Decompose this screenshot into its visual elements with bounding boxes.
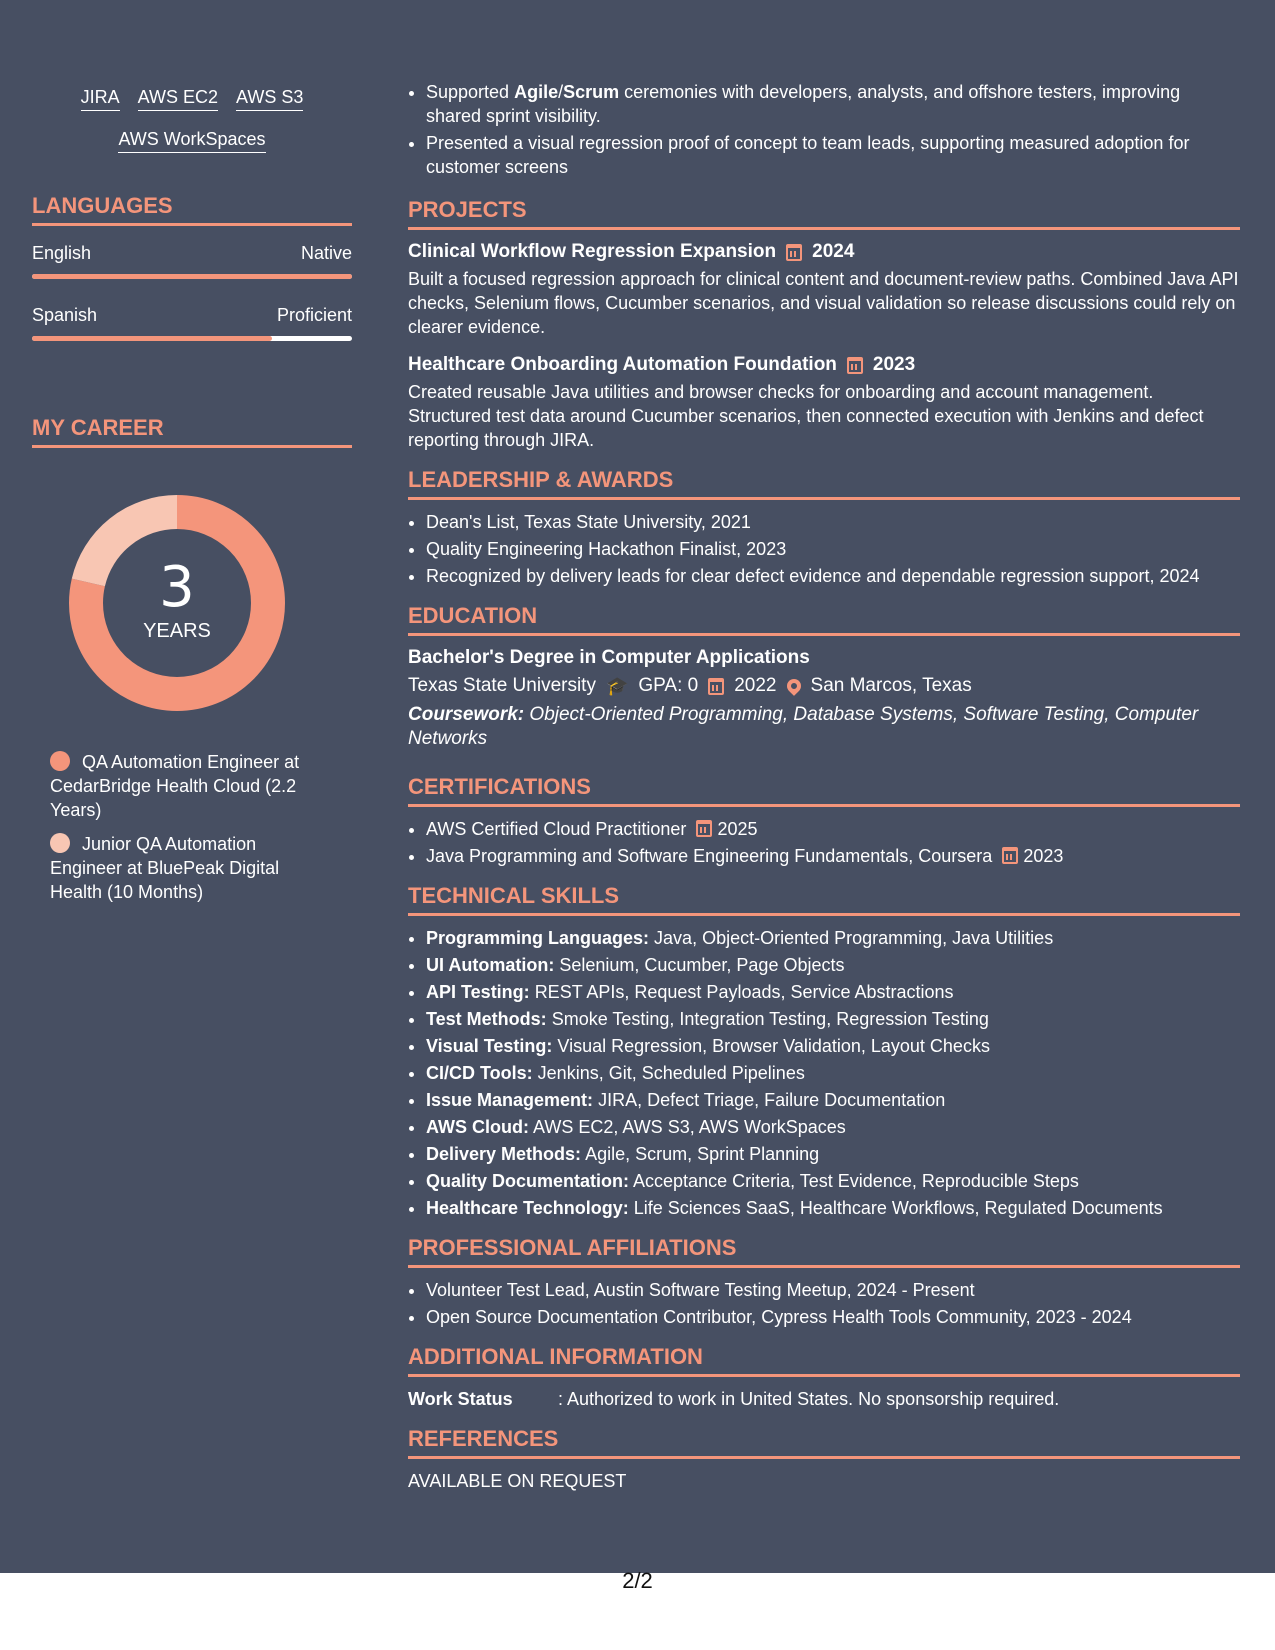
skills-heading: TECHNICAL SKILLS bbox=[408, 882, 1240, 916]
bullet-bold: Agile bbox=[514, 82, 559, 102]
education-heading: EDUCATION bbox=[408, 602, 1240, 636]
donut-center bbox=[62, 488, 292, 718]
skill-value: JIRA, Defect Triage, Failure Documentation bbox=[598, 1090, 946, 1110]
skill-value: Visual Regression, Browser Validation, Layout Checks bbox=[557, 1036, 990, 1056]
skill-label: Delivery Methods: bbox=[426, 1144, 582, 1164]
career-years-number: 3 bbox=[159, 555, 195, 620]
career-list bbox=[32, 750, 352, 904]
school-name: Texas State University bbox=[408, 675, 596, 696]
skill-label: AWS Cloud: bbox=[426, 1117, 529, 1137]
right-column bbox=[408, 0, 1240, 1493]
project-year: 2024 bbox=[812, 241, 855, 262]
skills-list bbox=[408, 926, 1240, 1220]
calendar-icon bbox=[1002, 847, 1018, 864]
language-level-fill bbox=[32, 336, 272, 341]
career-heading: MY CAREER bbox=[32, 415, 352, 448]
certification-item bbox=[426, 844, 1240, 868]
skill-tag: AWS S3 bbox=[236, 86, 303, 111]
certifications-heading: CERTIFICATIONS bbox=[408, 773, 1240, 807]
references-heading: REFERENCES bbox=[408, 1425, 1240, 1459]
language-level-fill bbox=[32, 274, 352, 279]
work-status-row bbox=[408, 1387, 1240, 1411]
skill-label: Healthcare Technology: bbox=[426, 1198, 629, 1218]
skill-value: Selenium, Cucumber, Page Objects bbox=[559, 955, 845, 975]
location-pin-icon bbox=[784, 676, 804, 696]
skill-item bbox=[426, 1007, 1240, 1031]
coursework-list: Object-Oriented Programming, Database Systems, Software Testing, Computer Networks bbox=[408, 704, 1199, 749]
skill-tag: JIRA bbox=[81, 86, 120, 111]
graduation-year: 2022 bbox=[734, 675, 777, 696]
project-item bbox=[408, 353, 1240, 452]
experience-bullet: • Presented a visual regression proof of concept to team leads, supporting measured adoption for customer screens bbox=[426, 131, 1240, 179]
education-meta bbox=[408, 674, 1240, 698]
skill-label: Visual Testing: bbox=[426, 1036, 553, 1056]
project-year: 2023 bbox=[872, 354, 916, 375]
skill-value: Acceptance Criteria, Test Evidence, Reproducible Steps bbox=[633, 1171, 1079, 1191]
skill-item bbox=[426, 953, 1240, 977]
skill-label: CI/CD Tools: bbox=[426, 1063, 533, 1083]
degree-title: Bachelor's Degree in Computer Applications bbox=[408, 647, 810, 668]
leadership-item: • Quality Engineering Hackathon Finalist, 2023 bbox=[426, 537, 1240, 561]
certification-name: AWS Certified Cloud Practitioner bbox=[426, 819, 687, 839]
language-english bbox=[32, 243, 352, 279]
affiliations-list bbox=[408, 1278, 1240, 1329]
leadership-list bbox=[408, 510, 1240, 588]
gpa: GPA: 0 bbox=[638, 675, 699, 696]
page-number: 2/2 bbox=[622, 1568, 653, 1593]
leadership-heading: LEADERSHIP & AWARDS bbox=[408, 466, 1240, 500]
projects-heading: PROJECTS bbox=[408, 196, 1240, 230]
career-legend-dot bbox=[50, 833, 70, 853]
skill-item bbox=[426, 926, 1240, 950]
affiliations-heading: PROFESSIONAL AFFILIATIONS bbox=[408, 1234, 1240, 1268]
skill-value: Java, Object-Oriented Programming, Java Utilities bbox=[654, 928, 1054, 948]
skill-item bbox=[426, 1142, 1240, 1166]
skill-tag: AWS EC2 bbox=[138, 86, 218, 111]
project-title: Healthcare Onboarding Automation Foundation bbox=[408, 354, 837, 375]
bullet-bold: Scrum bbox=[563, 82, 620, 102]
coursework bbox=[408, 703, 1240, 751]
career-years-label: YEARS bbox=[143, 620, 211, 642]
skill-label: Programming Languages: bbox=[426, 928, 650, 948]
tags-row-2 bbox=[32, 128, 352, 153]
skill-label: UI Automation: bbox=[426, 955, 555, 975]
project-description: Created reusable Java utilities and browser checks for onboarding and account management. Structured test data around Cucumber scenarios, then connected execution with Jenkins and defect reporting through JIRA. bbox=[408, 382, 1204, 450]
project-description: Built a focused regression approach for clinical content and document-review paths. Combined Java API checks, Selenium flows, Cucumber scenarios, and visual validation so release discussions could rely on clearer evidence. bbox=[408, 269, 1239, 337]
certification-item bbox=[426, 817, 1240, 841]
calendar-icon bbox=[708, 678, 724, 695]
skill-tags bbox=[32, 86, 352, 153]
skill-label: Quality Documentation: bbox=[426, 1171, 630, 1191]
skill-value: Agile, Scrum, Sprint Planning bbox=[585, 1144, 820, 1164]
project-item bbox=[408, 240, 1240, 339]
bullet-text: Supported bbox=[426, 82, 515, 102]
skill-item bbox=[426, 1088, 1240, 1112]
additional-info-heading: ADDITIONAL INFORMATION bbox=[408, 1343, 1240, 1377]
skill-label: Issue Management: bbox=[426, 1090, 594, 1110]
left-column bbox=[32, 0, 352, 914]
career-item-text: QA Automation Engineer at CedarBridge Health Cloud (2.2 Years) bbox=[50, 752, 300, 820]
language-name: English bbox=[32, 243, 92, 263]
experience-bullets bbox=[408, 80, 1240, 179]
language-level: Proficient bbox=[276, 305, 352, 325]
certification-year: 2025 bbox=[717, 819, 758, 839]
skill-value: Life Sciences SaaS, Healthcare Workflows, Regulated Documents bbox=[633, 1198, 1163, 1218]
skill-value: AWS EC2, AWS S3, AWS WorkSpaces bbox=[533, 1117, 846, 1137]
graduation-cap-icon: 🎓 bbox=[605, 676, 629, 696]
calendar-icon bbox=[847, 357, 863, 374]
school-location: San Marcos, Texas bbox=[810, 675, 972, 696]
coursework-label: Coursework: bbox=[408, 704, 525, 725]
skill-item bbox=[426, 980, 1240, 1004]
skill-item bbox=[426, 1169, 1240, 1193]
skill-value: Jenkins, Git, Scheduled Pipelines bbox=[537, 1063, 805, 1083]
certification-year: 2023 bbox=[1023, 846, 1064, 866]
project-title: Clinical Workflow Regression Expansion bbox=[408, 241, 777, 262]
bullet-text: / bbox=[558, 82, 564, 102]
skill-label: Test Methods: bbox=[426, 1009, 547, 1029]
language-level-bar bbox=[32, 274, 352, 279]
calendar-icon bbox=[696, 820, 712, 837]
work-status-value: : Authorized to work in United States. No sponsorship required. bbox=[558, 1389, 1060, 1409]
languages-heading: LANGUAGES bbox=[32, 193, 352, 226]
tags-row-1 bbox=[32, 86, 352, 111]
references-text: AVAILABLE ON REQUEST bbox=[408, 1471, 627, 1491]
bullet-text: ceremonies with developers, analysts, and offshore testers, improving shared sprint visibility. bbox=[426, 82, 1181, 126]
skill-value: Smoke Testing, Integration Testing, Regression Testing bbox=[551, 1009, 989, 1029]
skill-item bbox=[426, 1061, 1240, 1085]
certification-name: Java Programming and Software Engineering Fundamentals, Coursera bbox=[426, 846, 993, 866]
skill-label: API Testing: bbox=[426, 982, 530, 1002]
work-status-label: Work Status bbox=[408, 1389, 513, 1409]
skill-value: REST APIs, Request Payloads, Service Abstractions bbox=[534, 982, 954, 1002]
language-level-bar bbox=[32, 336, 352, 341]
skill-item bbox=[426, 1115, 1240, 1139]
experience-bullet bbox=[426, 80, 1240, 128]
affiliation-item: • Open Source Documentation Contributor, Cypress Health Tools Community, 2023 - 2024 bbox=[426, 1305, 1240, 1329]
affiliation-item: • Volunteer Test Lead, Austin Software Testing Meetup, 2024 - Present bbox=[426, 1278, 1240, 1302]
skill-item bbox=[426, 1196, 1240, 1220]
language-level: Native bbox=[300, 243, 352, 263]
leadership-item: • Dean's List, Texas State University, 2021 bbox=[426, 510, 1240, 534]
career-donut-chart bbox=[62, 488, 292, 718]
language-spanish bbox=[32, 305, 352, 341]
skill-item bbox=[426, 1034, 1240, 1058]
career-legend-dot bbox=[50, 751, 70, 771]
language-name: Spanish bbox=[32, 305, 98, 325]
career-item bbox=[50, 832, 320, 904]
skill-tag: AWS WorkSpaces bbox=[118, 128, 265, 153]
career-item-text: Junior QA Automation Engineer at BluePeak Digital Health (10 Months) bbox=[50, 834, 280, 902]
certifications-list bbox=[408, 817, 1240, 868]
calendar-icon bbox=[786, 244, 802, 261]
career-item bbox=[50, 750, 320, 822]
education-item bbox=[408, 646, 1240, 751]
leadership-item: • Recognized by delivery leads for clear defect evidence and dependable regression support, 2024 bbox=[426, 564, 1240, 588]
